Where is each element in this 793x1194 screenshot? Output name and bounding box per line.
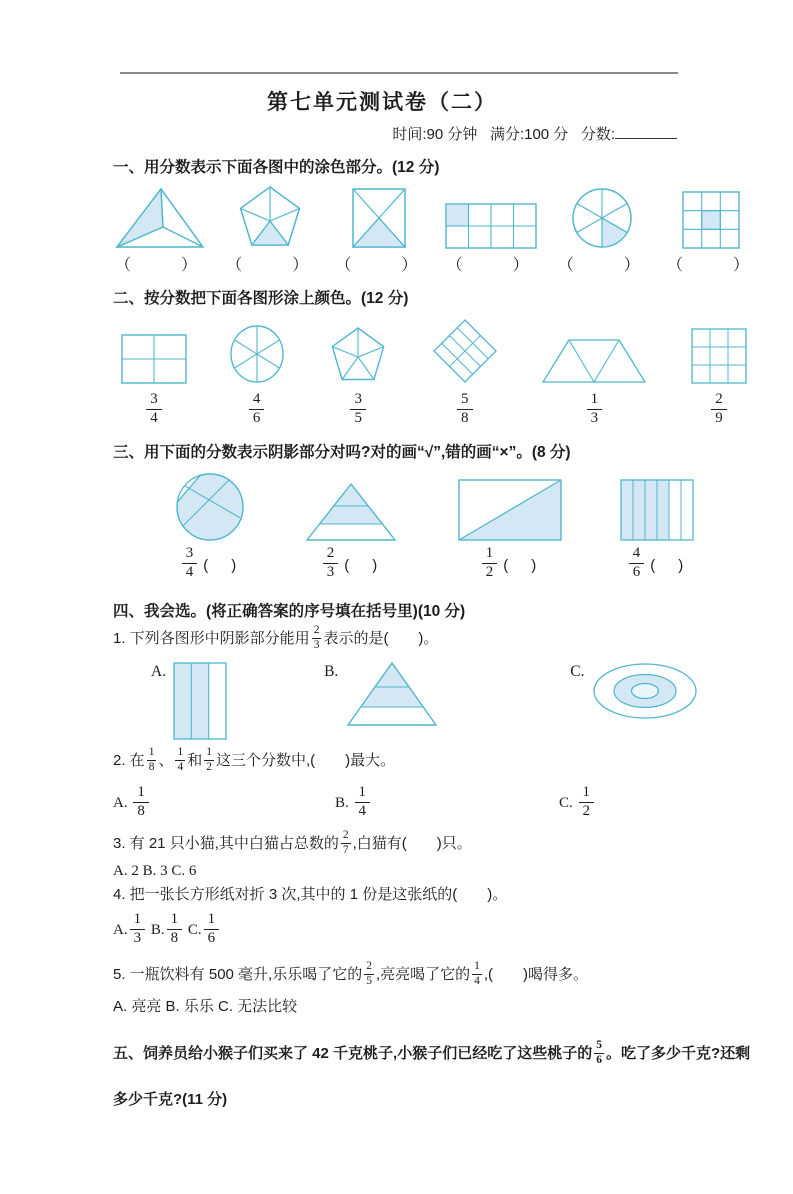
fraction: $\frac{1}{2}$ bbox=[579, 784, 595, 821]
grid-3x3-figure bbox=[682, 191, 740, 249]
section2-figure-row bbox=[113, 318, 755, 429]
q2-option-a: A. $\frac{1}{8}$ bbox=[113, 785, 335, 822]
section1-item-3 bbox=[335, 187, 423, 275]
q2-option-b: B. $\frac{1}{4}$ bbox=[335, 785, 559, 822]
target-fraction: $\frac{4}{6}$ bbox=[249, 391, 265, 428]
q2-options-row bbox=[113, 785, 755, 822]
fraction: $\frac{1}{2}$ bbox=[482, 545, 498, 582]
q1-option-a: A. bbox=[151, 661, 228, 741]
exam-meta bbox=[110, 123, 677, 144]
meta-time: 时间:90 分钟 bbox=[392, 126, 478, 143]
header-rule bbox=[120, 72, 678, 74]
fraction: $\frac{3}{4}$ bbox=[182, 545, 198, 582]
section3-item-2 bbox=[301, 482, 401, 583]
answer-bracket: （ ） bbox=[557, 257, 646, 274]
fraction: $\frac{2}{3}$ bbox=[313, 623, 320, 652]
question-3: 3. 有 21 只小猫,其中白猫占总数的 $\frac{2}{7}$ ,白猫有( )只。 bbox=[113, 828, 472, 857]
diamond-8-grid-figure bbox=[432, 318, 498, 384]
fraction: $\frac{4}{6}$ bbox=[629, 545, 645, 582]
meta-full-score: 满分:100 分 bbox=[489, 126, 569, 143]
fraction: $\frac{1}{3}$ bbox=[130, 911, 146, 948]
section1-item-1 bbox=[113, 187, 205, 275]
fraction: $\frac{1}{6}$ bbox=[204, 911, 220, 948]
rect-diagonal-figure bbox=[457, 478, 563, 542]
circle-6-sectors-figure bbox=[571, 187, 633, 249]
section1-item-2 bbox=[226, 185, 314, 275]
trapezoid-3-triangles-figure bbox=[539, 338, 649, 384]
section1-figure-row bbox=[113, 185, 755, 275]
q1-options-row bbox=[151, 661, 755, 741]
rect-3-strips-2-shaded-figure bbox=[172, 661, 228, 741]
judge-bracket: ( ) bbox=[203, 557, 241, 574]
rect-2x2-grid-figure bbox=[121, 334, 187, 384]
q1-option-b: B. bbox=[324, 661, 440, 727]
page-title: 第七单元测试卷（二） bbox=[267, 90, 497, 114]
judge-bracket: ( ) bbox=[344, 557, 382, 574]
answer-bracket: （ ） bbox=[666, 257, 755, 274]
section3-heading: 三、用下面的分数表示阴影部分对吗?对的画“√”,错的画“×”。(8 分) bbox=[113, 444, 571, 461]
square-3x3-grid-figure bbox=[691, 328, 747, 384]
grid-4x2-figure bbox=[445, 203, 537, 249]
question-1: 1. 下列各图形中阴影部分能用 $\frac{2}{3}$ 表示的是( )。 bbox=[113, 623, 439, 652]
answer-bracket: （ ） bbox=[114, 257, 203, 274]
target-fraction: $\frac{1}{3}$ bbox=[587, 391, 603, 428]
section4-heading: 四、我会选。(将正确答案的序号填在括号里)(10 分) bbox=[113, 603, 466, 620]
section2-item-3 bbox=[326, 326, 390, 429]
rect-6-stripes-figure bbox=[619, 478, 695, 542]
fraction: $\frac{1}{4}$ bbox=[355, 784, 371, 821]
section3-item-3 bbox=[457, 478, 563, 583]
triangle-3-bands-2-shaded-figure bbox=[344, 661, 440, 727]
q2-option-c: C. $\frac{1}{2}$ bbox=[559, 785, 596, 822]
target-fraction: $\frac{3}{5}$ bbox=[350, 391, 366, 428]
judge-bracket: ( ) bbox=[503, 557, 541, 574]
concentric-ellipses-figure bbox=[591, 661, 699, 721]
square-diagonals-figure bbox=[351, 187, 407, 249]
answer-bracket: （ ） bbox=[446, 257, 535, 274]
section2-item-4 bbox=[432, 318, 498, 429]
section2-item-2 bbox=[229, 324, 285, 429]
section2-item-1 bbox=[121, 334, 187, 429]
q5-options: A. 亮亮 B. 乐乐 C. 无法比较 bbox=[113, 998, 298, 1015]
judge-bracket: ( ) bbox=[650, 557, 688, 574]
section3-item-4 bbox=[619, 478, 695, 583]
section1-item-6 bbox=[667, 191, 755, 275]
target-fraction: $\frac{5}{8}$ bbox=[457, 391, 473, 428]
triangle-3-parts-figure bbox=[113, 187, 205, 249]
answer-bracket: （ ） bbox=[226, 257, 315, 274]
meta-score-label: 分数: bbox=[580, 126, 615, 143]
fraction: $\frac{1}{8}$ bbox=[167, 911, 183, 948]
section2-item-6 bbox=[691, 328, 747, 429]
fraction: $\frac{2}{7}$ bbox=[342, 828, 349, 857]
q4-options: A. $\frac{1}{3}$ B. $\frac{1}{8}$ C. $\frac{1}{6}$ bbox=[113, 912, 755, 949]
fraction: $\frac{2}{3}$ bbox=[323, 545, 339, 582]
question-4: 4. 把一张长方形纸对折 3 次,其中的 1 份是这张纸的( )。 bbox=[113, 886, 508, 903]
fraction: $\frac{1}{8}$ bbox=[148, 745, 155, 774]
fraction: $\frac{1}{4}$ bbox=[177, 745, 184, 774]
fraction: $\frac{5}{6}$ bbox=[596, 1038, 602, 1067]
target-fraction: $\frac{2}{9}$ bbox=[711, 391, 727, 428]
fraction: $\frac{2}{5}$ bbox=[366, 959, 372, 988]
section3-item-1 bbox=[175, 472, 245, 583]
q3-options: A. 2 B. 3 C. 6 bbox=[113, 863, 197, 879]
section1-item-4 bbox=[445, 203, 537, 275]
pentagon-5-parts-figure bbox=[326, 326, 390, 384]
circle-chords-figure bbox=[175, 472, 245, 542]
circle-6-sectors-figure bbox=[229, 324, 285, 384]
fraction: $\frac{1}{2}$ bbox=[206, 745, 212, 774]
pentagon-5-parts-figure bbox=[233, 185, 307, 249]
section2-item-5 bbox=[539, 338, 649, 429]
answer-bracket: （ ） bbox=[335, 257, 424, 274]
fraction: $\frac{1}{4}$ bbox=[474, 959, 480, 988]
question-2: 2. 在 $\frac{1}{8}$ 、 $\frac{1}{4}$ 和 $\frac{1}{2}$ 这三个分数中,( )最大。 bbox=[113, 745, 396, 774]
section1-heading: 一、用分数表示下面各图中的涂色部分。(12 分) bbox=[113, 159, 440, 176]
triangle-3-bands-figure bbox=[301, 482, 401, 542]
score-blank bbox=[615, 125, 677, 139]
section3-figure-row bbox=[175, 472, 695, 583]
target-fraction: $\frac{3}{4}$ bbox=[146, 391, 162, 428]
section2-heading: 二、按分数把下面各图形涂上颜色。(12 分) bbox=[113, 290, 409, 307]
section5-problem: 五、饲养员给小猴子们买来了 42 千克桃子,小猴子们已经吃了这些桃子的 $\frac{5}{6}$ 。吃了多少千克?还剩多少千克?(11 分) bbox=[113, 1038, 751, 1108]
q1-option-c: C. bbox=[570, 661, 698, 721]
section1-item-5 bbox=[558, 187, 646, 275]
fraction: $\frac{1}{8}$ bbox=[133, 784, 149, 821]
question-5: 5. 一瓶饮料有 500 毫升,乐乐喝了它的 $\frac{2}{5}$ ,亮亮喝了它的 $\frac{1}{4}$ ,( )喝得多。 bbox=[113, 959, 589, 988]
